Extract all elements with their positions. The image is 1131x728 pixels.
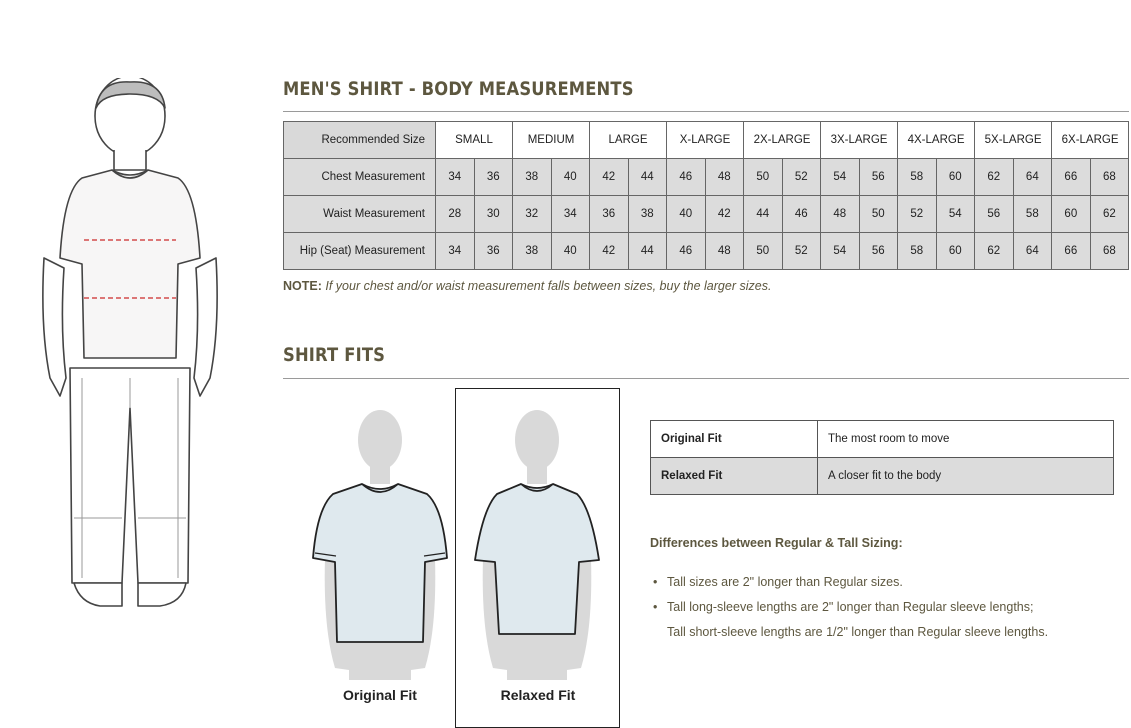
measurement-cell: 46 bbox=[782, 196, 821, 233]
measurement-cell: 28 bbox=[436, 196, 475, 233]
fits-row-relaxed-name: Relaxed Fit bbox=[651, 458, 818, 495]
measurement-cell: 48 bbox=[705, 233, 744, 270]
size-header-2x-large: 2X-LARGE bbox=[744, 122, 821, 159]
size-header-medium: MEDIUM bbox=[513, 122, 590, 159]
fits-title: SHIRT FITS bbox=[283, 344, 386, 366]
differences-item: • Tall long-sleeve lengths are 2" longer than Regular sleeve lengths; bbox=[667, 595, 1127, 620]
measurement-cell: 62 bbox=[975, 159, 1014, 196]
fits-row-relaxed-desc: A closer fit to the body bbox=[818, 458, 1114, 495]
bullet-icon: • bbox=[653, 575, 658, 589]
size-header-6x-large: 6X-LARGE bbox=[1052, 122, 1129, 159]
measurement-cell: 48 bbox=[821, 196, 860, 233]
measurement-cell: 42 bbox=[590, 159, 629, 196]
measurement-cell: 38 bbox=[513, 159, 552, 196]
measurement-row-label: Waist Measurement bbox=[284, 196, 436, 233]
size-header-label: Recommended Size bbox=[284, 122, 436, 159]
measurement-row bbox=[284, 159, 1129, 196]
measurement-cell: 58 bbox=[898, 233, 937, 270]
measurements-table bbox=[283, 121, 1129, 270]
original-fit-figure bbox=[305, 408, 455, 680]
measurement-cell: 68 bbox=[1090, 159, 1129, 196]
fits-row-original bbox=[651, 421, 1114, 458]
measurement-cell: 56 bbox=[859, 159, 898, 196]
relaxed-fit-label: Relaxed Fit bbox=[500, 687, 576, 703]
measurement-cell: 50 bbox=[859, 196, 898, 233]
measurement-cell: 38 bbox=[513, 233, 552, 270]
measurement-row-label: Chest Measurement bbox=[284, 159, 436, 196]
measurement-row bbox=[284, 196, 1129, 233]
size-header-row bbox=[284, 122, 1129, 159]
measurement-cell: 56 bbox=[859, 233, 898, 270]
measurement-cell: 36 bbox=[474, 233, 513, 270]
bullet-icon: • bbox=[653, 600, 658, 614]
size-header-large: LARGE bbox=[590, 122, 667, 159]
relaxed-fit-figure bbox=[465, 408, 610, 680]
differences-item-continued: Tall short-sleeve lengths are 1/2" longer than Regular sleeve lengths. bbox=[667, 625, 1049, 639]
measurement-cell: 36 bbox=[474, 159, 513, 196]
measurement-cell: 44 bbox=[628, 233, 667, 270]
measurement-cell: 42 bbox=[705, 196, 744, 233]
measurement-cell: 34 bbox=[551, 196, 590, 233]
measurements-rule bbox=[283, 111, 1129, 112]
note-text: If your chest and/or waist measurement falls between sizes, buy the larger sizes. bbox=[325, 279, 772, 293]
measurement-cell: 34 bbox=[436, 159, 475, 196]
measurement-cell: 44 bbox=[744, 196, 783, 233]
measurement-cell: 60 bbox=[1052, 196, 1091, 233]
measurement-cell: 42 bbox=[590, 233, 629, 270]
measurement-cell: 52 bbox=[782, 159, 821, 196]
measurement-cell: 54 bbox=[821, 159, 860, 196]
note-prefix: NOTE: bbox=[283, 279, 322, 293]
measurement-row-label: Hip (Seat) Measurement bbox=[284, 233, 436, 270]
fits-row-relaxed bbox=[651, 458, 1114, 495]
measurement-cell: 54 bbox=[936, 196, 975, 233]
size-header-x-large: X-LARGE bbox=[667, 122, 744, 159]
fits-table bbox=[650, 420, 1114, 495]
measurement-cell: 52 bbox=[782, 233, 821, 270]
measurement-row bbox=[284, 233, 1129, 270]
original-fit-label: Original Fit bbox=[343, 687, 417, 703]
measurement-figure bbox=[30, 78, 220, 618]
measurement-cell: 58 bbox=[898, 159, 937, 196]
measurement-cell: 30 bbox=[474, 196, 513, 233]
measurement-cell: 60 bbox=[936, 159, 975, 196]
measurement-cell: 66 bbox=[1052, 233, 1091, 270]
measurement-cell: 60 bbox=[936, 233, 975, 270]
measurement-cell: 62 bbox=[975, 233, 1014, 270]
size-header-5x-large: 5X-LARGE bbox=[975, 122, 1052, 159]
measurement-cell: 56 bbox=[975, 196, 1014, 233]
measurement-cell: 38 bbox=[628, 196, 667, 233]
differences-title: Differences between Regular & Tall Sizing: bbox=[650, 536, 903, 550]
measurement-cell: 64 bbox=[1013, 159, 1052, 196]
measurement-cell: 36 bbox=[590, 196, 629, 233]
measurement-cell: 46 bbox=[667, 233, 706, 270]
measurement-cell: 52 bbox=[898, 196, 937, 233]
differences-item: • Tall sizes are 2" longer than Regular sizes. bbox=[667, 570, 1127, 595]
size-header-small: SMALL bbox=[436, 122, 513, 159]
measurement-cell: 32 bbox=[513, 196, 552, 233]
measurement-cell: 62 bbox=[1090, 196, 1129, 233]
measurement-cell: 40 bbox=[667, 196, 706, 233]
fits-row-original-desc: The most room to move bbox=[818, 421, 1114, 458]
measurement-cell: 54 bbox=[821, 233, 860, 270]
measurement-cell: 48 bbox=[705, 159, 744, 196]
size-header-3x-large: 3X-LARGE bbox=[821, 122, 898, 159]
measurement-cell: 68 bbox=[1090, 233, 1129, 270]
measurement-cell: 34 bbox=[436, 233, 475, 270]
measurement-cell: 46 bbox=[667, 159, 706, 196]
differences-list bbox=[653, 570, 1127, 645]
size-note bbox=[283, 279, 771, 293]
size-header-4x-large: 4X-LARGE bbox=[898, 122, 975, 159]
measurement-cell: 50 bbox=[744, 159, 783, 196]
measurement-cell: 40 bbox=[551, 159, 590, 196]
measurement-cell: 44 bbox=[628, 159, 667, 196]
measurement-cell: 40 bbox=[551, 233, 590, 270]
measurement-cell: 64 bbox=[1013, 233, 1052, 270]
measurements-title: MEN'S SHIRT - BODY MEASUREMENTS bbox=[283, 78, 634, 100]
measurement-cell: 50 bbox=[744, 233, 783, 270]
measurement-cell: 66 bbox=[1052, 159, 1091, 196]
fits-rule bbox=[283, 378, 1129, 379]
fits-row-original-name: Original Fit bbox=[651, 421, 818, 458]
measurement-cell: 58 bbox=[1013, 196, 1052, 233]
